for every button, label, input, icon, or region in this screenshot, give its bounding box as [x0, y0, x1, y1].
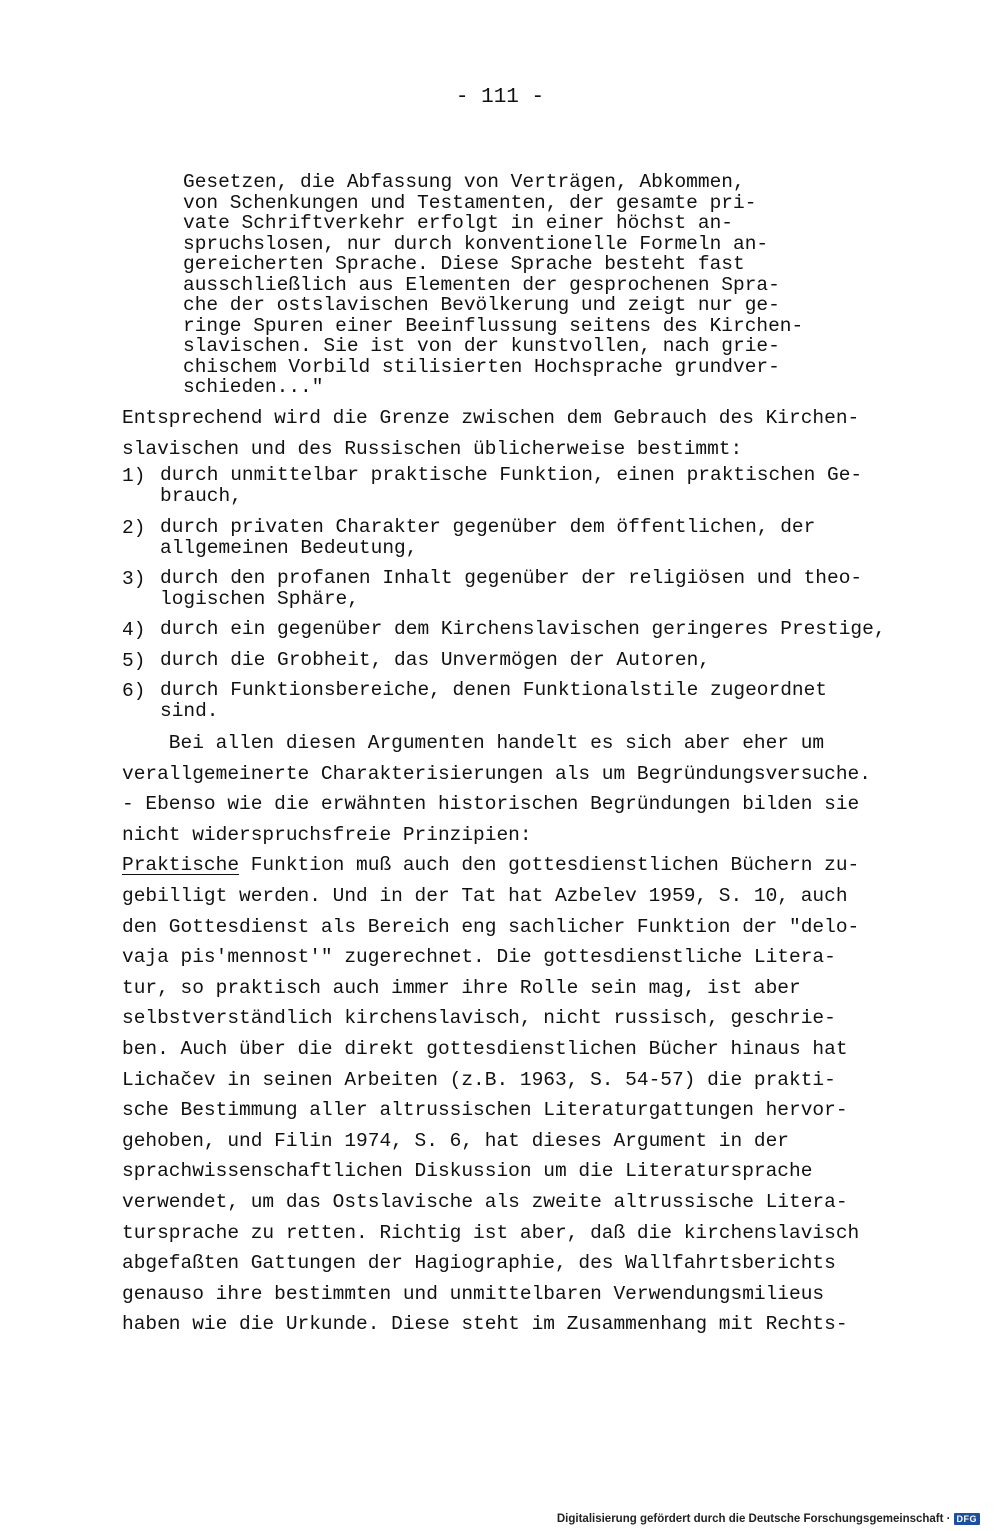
body-line: gebilligt werden. Und in der Tat hat Azbelev 1959, S. 10, auch — [122, 884, 848, 907]
body-line: Bei allen diesen Argumenten handelt es sich aber eher um — [122, 732, 825, 754]
list-item-line: logischen Sphäre, — [160, 588, 359, 610]
quote-line: spruchslosen, nur durch konventionelle Formeln an- — [183, 232, 769, 255]
quote-line: chischem Vorbild stilisierten Hochsprache grundver- — [183, 355, 780, 378]
block-quote — [183, 172, 803, 398]
body-line: tursprache zu retten. Richtig ist aber, daß die kirchenslavisch — [122, 1221, 860, 1244]
quote-line: gereicherten Sprache. Diese Sprache besteht fast — [183, 253, 745, 275]
quote-line: vate Schriftverkehr erfolgt in einer höchst an- — [183, 212, 733, 234]
quote-line: ringe Spuren einer Beeinflussung seitens des Kirchen- — [183, 314, 804, 337]
body-line: selbstverständlich kirchenslavisch, nicht russisch, geschrie- — [122, 1007, 836, 1030]
body-line: nicht widerspruchsfreie Prinzipien: — [122, 823, 532, 846]
quote-line: che der ostslavischen Bevölkerung und zeigt nur ge- — [183, 294, 780, 316]
body-line: abgefaßten Gattungen der Hagiographie, des Wallfahrtsberichts — [122, 1252, 836, 1275]
intro-line: slavischen und des Russischen üblicherweise bestimmt: — [122, 437, 743, 460]
body-line: tur, so praktisch auch immer ihre Rolle sein mag, ist aber — [122, 976, 801, 999]
quote-line: slavischen. Sie ist von der kunstvollen, nach grie- — [183, 335, 780, 357]
list-item-number: 4) — [122, 619, 146, 641]
list-item-line: sind. — [160, 700, 219, 722]
body-line: Lichačev in seinen Arbeiten (z.B. 1963, S. 54-57) die prakti- — [122, 1068, 836, 1091]
list-item-line: durch die Grobheit, das Unvermögen der Autoren, — [160, 649, 710, 671]
list-item-number: 1) — [122, 465, 146, 487]
quote-line: ausschließlich aus Elementen der gesprochenen Spra- — [183, 273, 780, 296]
list-item-number: 5) — [122, 650, 146, 672]
body-line: - Ebenso wie die erwähnten historischen Begründungen bilden sie — [122, 793, 860, 816]
list-item-line: durch den profanen Inhalt gegenüber der religiösen und theo- — [160, 567, 863, 589]
intro-line: Entsprechend wird die Grenze zwischen dem Gebrauch des Kirchen- — [122, 407, 860, 429]
quote-line: Gesetzen, die Abfassung von Verträgen, Abkommen, — [183, 171, 745, 193]
footer-text: Digitalisierung gefördert durch die Deutsche Forschungsgemeinschaft · — [556, 1513, 951, 1525]
body-line: genauso ihre bestimmten und unmittelbaren Verwendungsmilieus — [122, 1282, 825, 1305]
body-line: gehoben, und Filin 1974, S. 6, hat dieses Argument in der — [122, 1129, 790, 1152]
list-item-line: durch Funktionsbereiche, denen Funktionalstile zugeordnet — [160, 679, 828, 701]
body-line: sprachwissenschaftlichen Diskussion um die Literatursprache — [122, 1160, 813, 1183]
body-line-with-underline — [122, 850, 871, 881]
quote-line: schieden..." — [183, 376, 324, 398]
list-item-line: allgemeinen Bedeutung, — [160, 537, 418, 559]
body-paragraph — [122, 728, 871, 1340]
quote-line: von Schenkungen und Testamenten, der gesamte pri- — [183, 191, 757, 214]
body-line: den Gottesdienst als Bereich eng sachlicher Funktion der "delo- — [122, 915, 860, 938]
list-item-number: 6) — [122, 680, 146, 702]
page-number: - 111 - — [455, 86, 545, 109]
list-item-number: 2) — [122, 517, 146, 539]
intro-paragraph — [122, 403, 859, 464]
list-item-line: durch ein gegenüber dem Kirchenslavischen geringeres Prestige, — [160, 618, 886, 640]
list-item-line: brauch, — [160, 485, 242, 507]
body-line-rest: Funktion muß auch den gottesdienstlichen Büchern zu- — [239, 854, 860, 877]
body-line: verwendet, um das Ostslavische als zweite altrussische Litera- — [122, 1190, 848, 1213]
list-item-line: durch privaten Charakter gegenüber dem öffentlichen, der — [160, 516, 816, 538]
dfg-logo: DFG — [954, 1513, 981, 1525]
underlined-word: Praktische — [122, 854, 240, 877]
list-item-number: 3) — [122, 568, 146, 590]
body-line: haben wie die Urkunde. Diese steht im Zusammenhang mit Rechts- — [122, 1313, 848, 1336]
body-line: vaja pis'mennost'" zugerechnet. Die gottesdienstliche Litera- — [122, 946, 836, 969]
digitization-footer — [557, 1513, 980, 1525]
body-line: verallgemeinerte Charakterisierungen als um Begründungsversuche. — [122, 762, 871, 785]
list-item-line: durch unmittelbar praktische Funktion, einen praktischen Ge- — [160, 464, 863, 486]
body-line: sche Bestimmung aller altrussischen Literaturgattungen hervor- — [122, 1099, 848, 1122]
body-line: ben. Auch über die direkt gottesdienstlichen Bücher hinaus hat — [122, 1037, 848, 1060]
